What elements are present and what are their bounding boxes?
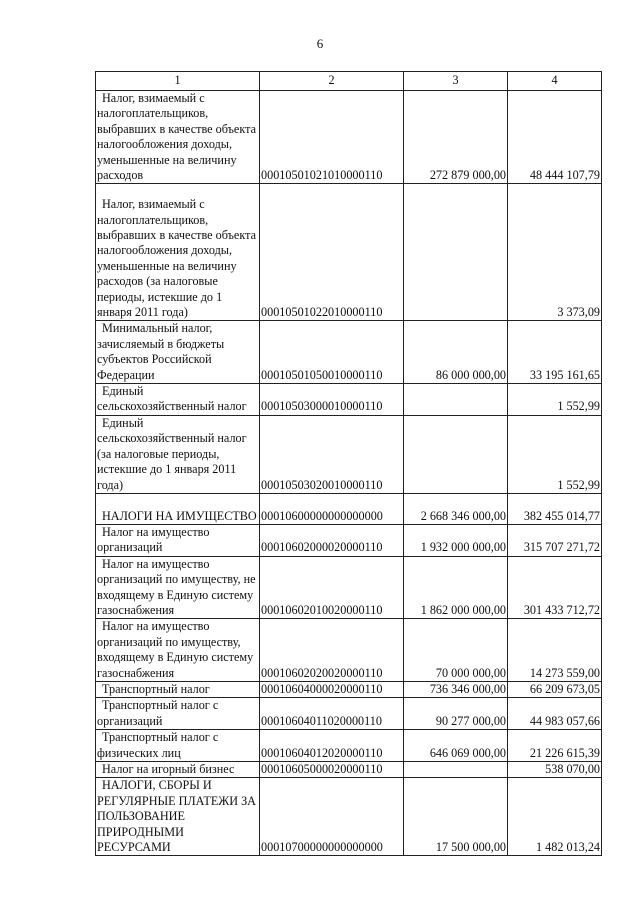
row-plan: [404, 762, 508, 778]
row-plan: [404, 415, 508, 493]
row-actual: 538 070,00: [508, 762, 602, 778]
row-code: 00010605000020000110: [260, 762, 404, 778]
row-code: 00010700000000000000: [260, 778, 404, 856]
row-name: Минимальный налог, зачисляемый в бюджеты субъектов Российской Федерации: [96, 321, 260, 384]
row-actual: 1 482 013,24: [508, 778, 602, 856]
row-plan: [404, 384, 508, 416]
row-code: 00010503020010000110: [260, 415, 404, 493]
table-row: [96, 556, 602, 619]
table-row: [96, 321, 602, 384]
table-row: [96, 778, 602, 856]
table-row: [96, 493, 602, 524]
table-header-row: [96, 72, 602, 91]
row-name: НАЛОГИ, СБОРЫ И РЕГУЛЯРНЫЕ ПЛАТЕЖИ ЗА ПОЛЬЗОВАНИЕ ПРИРОДНЫМИ РЕСУРСАМИ: [96, 778, 260, 856]
table-row: [96, 91, 602, 184]
table-row: [96, 698, 602, 730]
row-actual: 33 195 161,65: [508, 321, 602, 384]
table-row: [96, 415, 602, 493]
row-code: 00010501021010000110: [260, 91, 404, 184]
row-name: Налог, взимаемый с налогоплательщиков, выбравших в качестве объекта налогообложения доходы, уменьшенные на величину расходов: [96, 91, 260, 184]
row-code: 00010501050010000110: [260, 321, 404, 384]
column-header-name: 1: [96, 72, 260, 91]
row-plan: 70 000 000,00: [404, 619, 508, 682]
row-actual: 14 273 559,00: [508, 619, 602, 682]
row-name: Налог, взимаемый с налогоплательщиков, выбравших в качестве объекта налогообложения доходы, уменьшенные на величину расходов (за налоговые периоды, истекшие до 1 января 2011 года): [96, 184, 260, 321]
row-plan: 17 500 000,00: [404, 778, 508, 856]
row-plan: 1 862 000 000,00: [404, 556, 508, 619]
row-actual: 382 455 014,77: [508, 493, 602, 524]
table-row: [96, 730, 602, 762]
row-actual: 1 552,99: [508, 384, 602, 416]
row-plan: 272 879 000,00: [404, 91, 508, 184]
row-actual: 48 444 107,79: [508, 91, 602, 184]
row-name: Налог на имущество организаций по имуществу, входящему в Единую систему газоснабжения: [96, 619, 260, 682]
row-name: Транспортный налог: [96, 681, 260, 697]
row-code: 00010604011020000110: [260, 698, 404, 730]
column-header-code: 2: [260, 72, 404, 91]
row-actual: 66 209 673,05: [508, 681, 602, 697]
row-code: 00010503000010000110: [260, 384, 404, 416]
row-actual: 315 707 271,72: [508, 524, 602, 556]
row-plan: 86 000 000,00: [404, 321, 508, 384]
row-plan: 646 069 000,00: [404, 730, 508, 762]
table-row: [96, 619, 602, 682]
table-row: [96, 681, 602, 697]
row-code: 00010600000000000000: [260, 493, 404, 524]
table-row: [96, 762, 602, 778]
row-name: Транспортный налог с физических лиц: [96, 730, 260, 762]
budget-revenue-table: [95, 71, 602, 856]
table-row: [96, 184, 602, 321]
row-actual: 1 552,99: [508, 415, 602, 493]
row-actual: 21 226 615,39: [508, 730, 602, 762]
page-number: 6: [316, 36, 324, 51]
row-name: Транспортный налог с организаций: [96, 698, 260, 730]
row-code: 00010501022010000110: [260, 184, 404, 321]
row-code: 00010602010020000110: [260, 556, 404, 619]
table-row: [96, 524, 602, 556]
row-code: 00010604012020000110: [260, 730, 404, 762]
row-plan: 90 277 000,00: [404, 698, 508, 730]
column-header-plan: 3: [404, 72, 508, 91]
table-row: [96, 384, 602, 416]
row-plan: 2 668 346 000,00: [404, 493, 508, 524]
row-actual: 3 373,09: [508, 184, 602, 321]
row-plan: 1 932 000 000,00: [404, 524, 508, 556]
row-name: НАЛОГИ НА ИМУЩЕСТВО: [96, 493, 260, 524]
row-actual: 301 433 712,72: [508, 556, 602, 619]
row-code: 00010604000020000110: [260, 681, 404, 697]
row-code: 00010602000020000110: [260, 524, 404, 556]
row-name: Единый сельскохозяйственный налог: [96, 384, 260, 416]
row-plan: [404, 184, 508, 321]
row-name: Налог на имущество организаций: [96, 524, 260, 556]
row-name: Единый сельскохозяйственный налог (за налоговые периоды, истекшие до 1 января 2011 года): [96, 415, 260, 493]
row-name: Налог на имущество организаций по имуществу, не входящему в Единую систему газоснабжения: [96, 556, 260, 619]
row-actual: 44 983 057,66: [508, 698, 602, 730]
row-name: Налог на игорный бизнес: [96, 762, 260, 778]
column-header-actual: 4: [508, 72, 602, 91]
row-plan: 736 346 000,00: [404, 681, 508, 697]
row-code: 00010602020020000110: [260, 619, 404, 682]
